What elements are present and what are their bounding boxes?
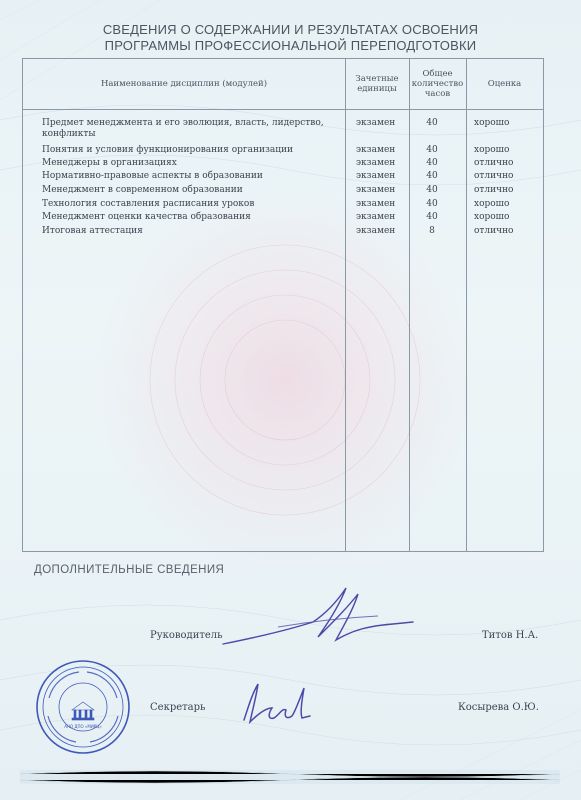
discipline-name: Менеджмент оценки качества образования xyxy=(42,212,251,222)
assessment-form: экзамен xyxy=(356,226,396,236)
assessment-form: экзамен xyxy=(356,118,396,128)
assessment-form: экзамен xyxy=(356,158,396,168)
secretary-name: Косырева О.Ю. xyxy=(458,702,539,713)
assessment-form: экзамен xyxy=(356,145,396,155)
hours-value: 40 xyxy=(426,118,438,128)
header-discipline: Наименование дисциплин (модулей) xyxy=(100,79,268,89)
hours-value: 8 xyxy=(429,226,435,236)
secretary-role-label: Секретарь xyxy=(150,702,206,713)
discipline-name: Предмет менеджмента и его эволюция, власть, лидерство, конфликты xyxy=(42,118,324,139)
grade-value: хорошо xyxy=(474,199,510,209)
discipline-name: Понятия и условия функционирования организации xyxy=(42,145,294,155)
discipline-name: Итоговая аттестация xyxy=(42,226,143,236)
hours-value: 40 xyxy=(426,185,438,195)
official-seal-stamp xyxy=(34,658,132,756)
director-name: Титов Н.А. xyxy=(482,630,539,641)
grade-value: хорошо xyxy=(474,212,510,222)
document-title xyxy=(0,22,581,54)
secretary-signature xyxy=(236,678,326,728)
hours-value: 40 xyxy=(426,171,438,181)
grade-value: отлично xyxy=(474,171,514,181)
grade-value: отлично xyxy=(474,158,514,168)
header-divider xyxy=(23,109,543,110)
hours-value: 40 xyxy=(426,199,438,209)
assessment-form: экзамен xyxy=(356,171,396,181)
additional-info-heading: ДОПОЛНИТЕЛЬНЫЕ СВЕДЕНИЯ xyxy=(34,564,225,576)
discipline-name: Менеджеры в организациях xyxy=(42,158,177,168)
director-signature xyxy=(218,582,418,652)
discipline-name: Нормативно-правовые аспекты в образовании xyxy=(42,171,263,181)
hours-value: 40 xyxy=(426,145,438,155)
stamp-center-text: АНО ДПО «МИРЦ» xyxy=(64,724,102,729)
header-grade: Оценка xyxy=(487,79,522,89)
assessment-form: экзамен xyxy=(356,212,396,222)
grade-value: хорошо xyxy=(474,118,510,128)
header-credits: Зачетные единицы xyxy=(355,74,399,94)
discipline-name: Технология составления расписания уроков xyxy=(42,199,255,209)
grade-value: отлично xyxy=(474,226,514,236)
grade-value: хорошо xyxy=(474,145,510,155)
title-line-2: ПРОГРАММЫ ПРОФЕССИОНАЛЬНОЙ ПЕРЕПОДГОТОВКИ xyxy=(104,38,477,53)
title-line-1: СВЕДЕНИЯ О СОДЕРЖАНИИ И РЕЗУЛЬТАТАХ ОСВОЕНИЯ xyxy=(102,22,479,37)
footer-watermark-band xyxy=(20,764,560,792)
grade-value: отлично xyxy=(474,185,514,195)
assessment-form: экзамен xyxy=(356,185,396,195)
discipline-name: Менеджмент в современном образовании xyxy=(42,185,243,195)
director-role-label: Руководитель xyxy=(150,630,223,641)
hours-value: 40 xyxy=(426,212,438,222)
assessment-form: экзамен xyxy=(356,199,396,209)
table-body xyxy=(22,118,542,142)
table-row xyxy=(22,118,542,142)
hours-value: 40 xyxy=(426,158,438,168)
header-hours: Общее количество часов xyxy=(411,69,464,99)
